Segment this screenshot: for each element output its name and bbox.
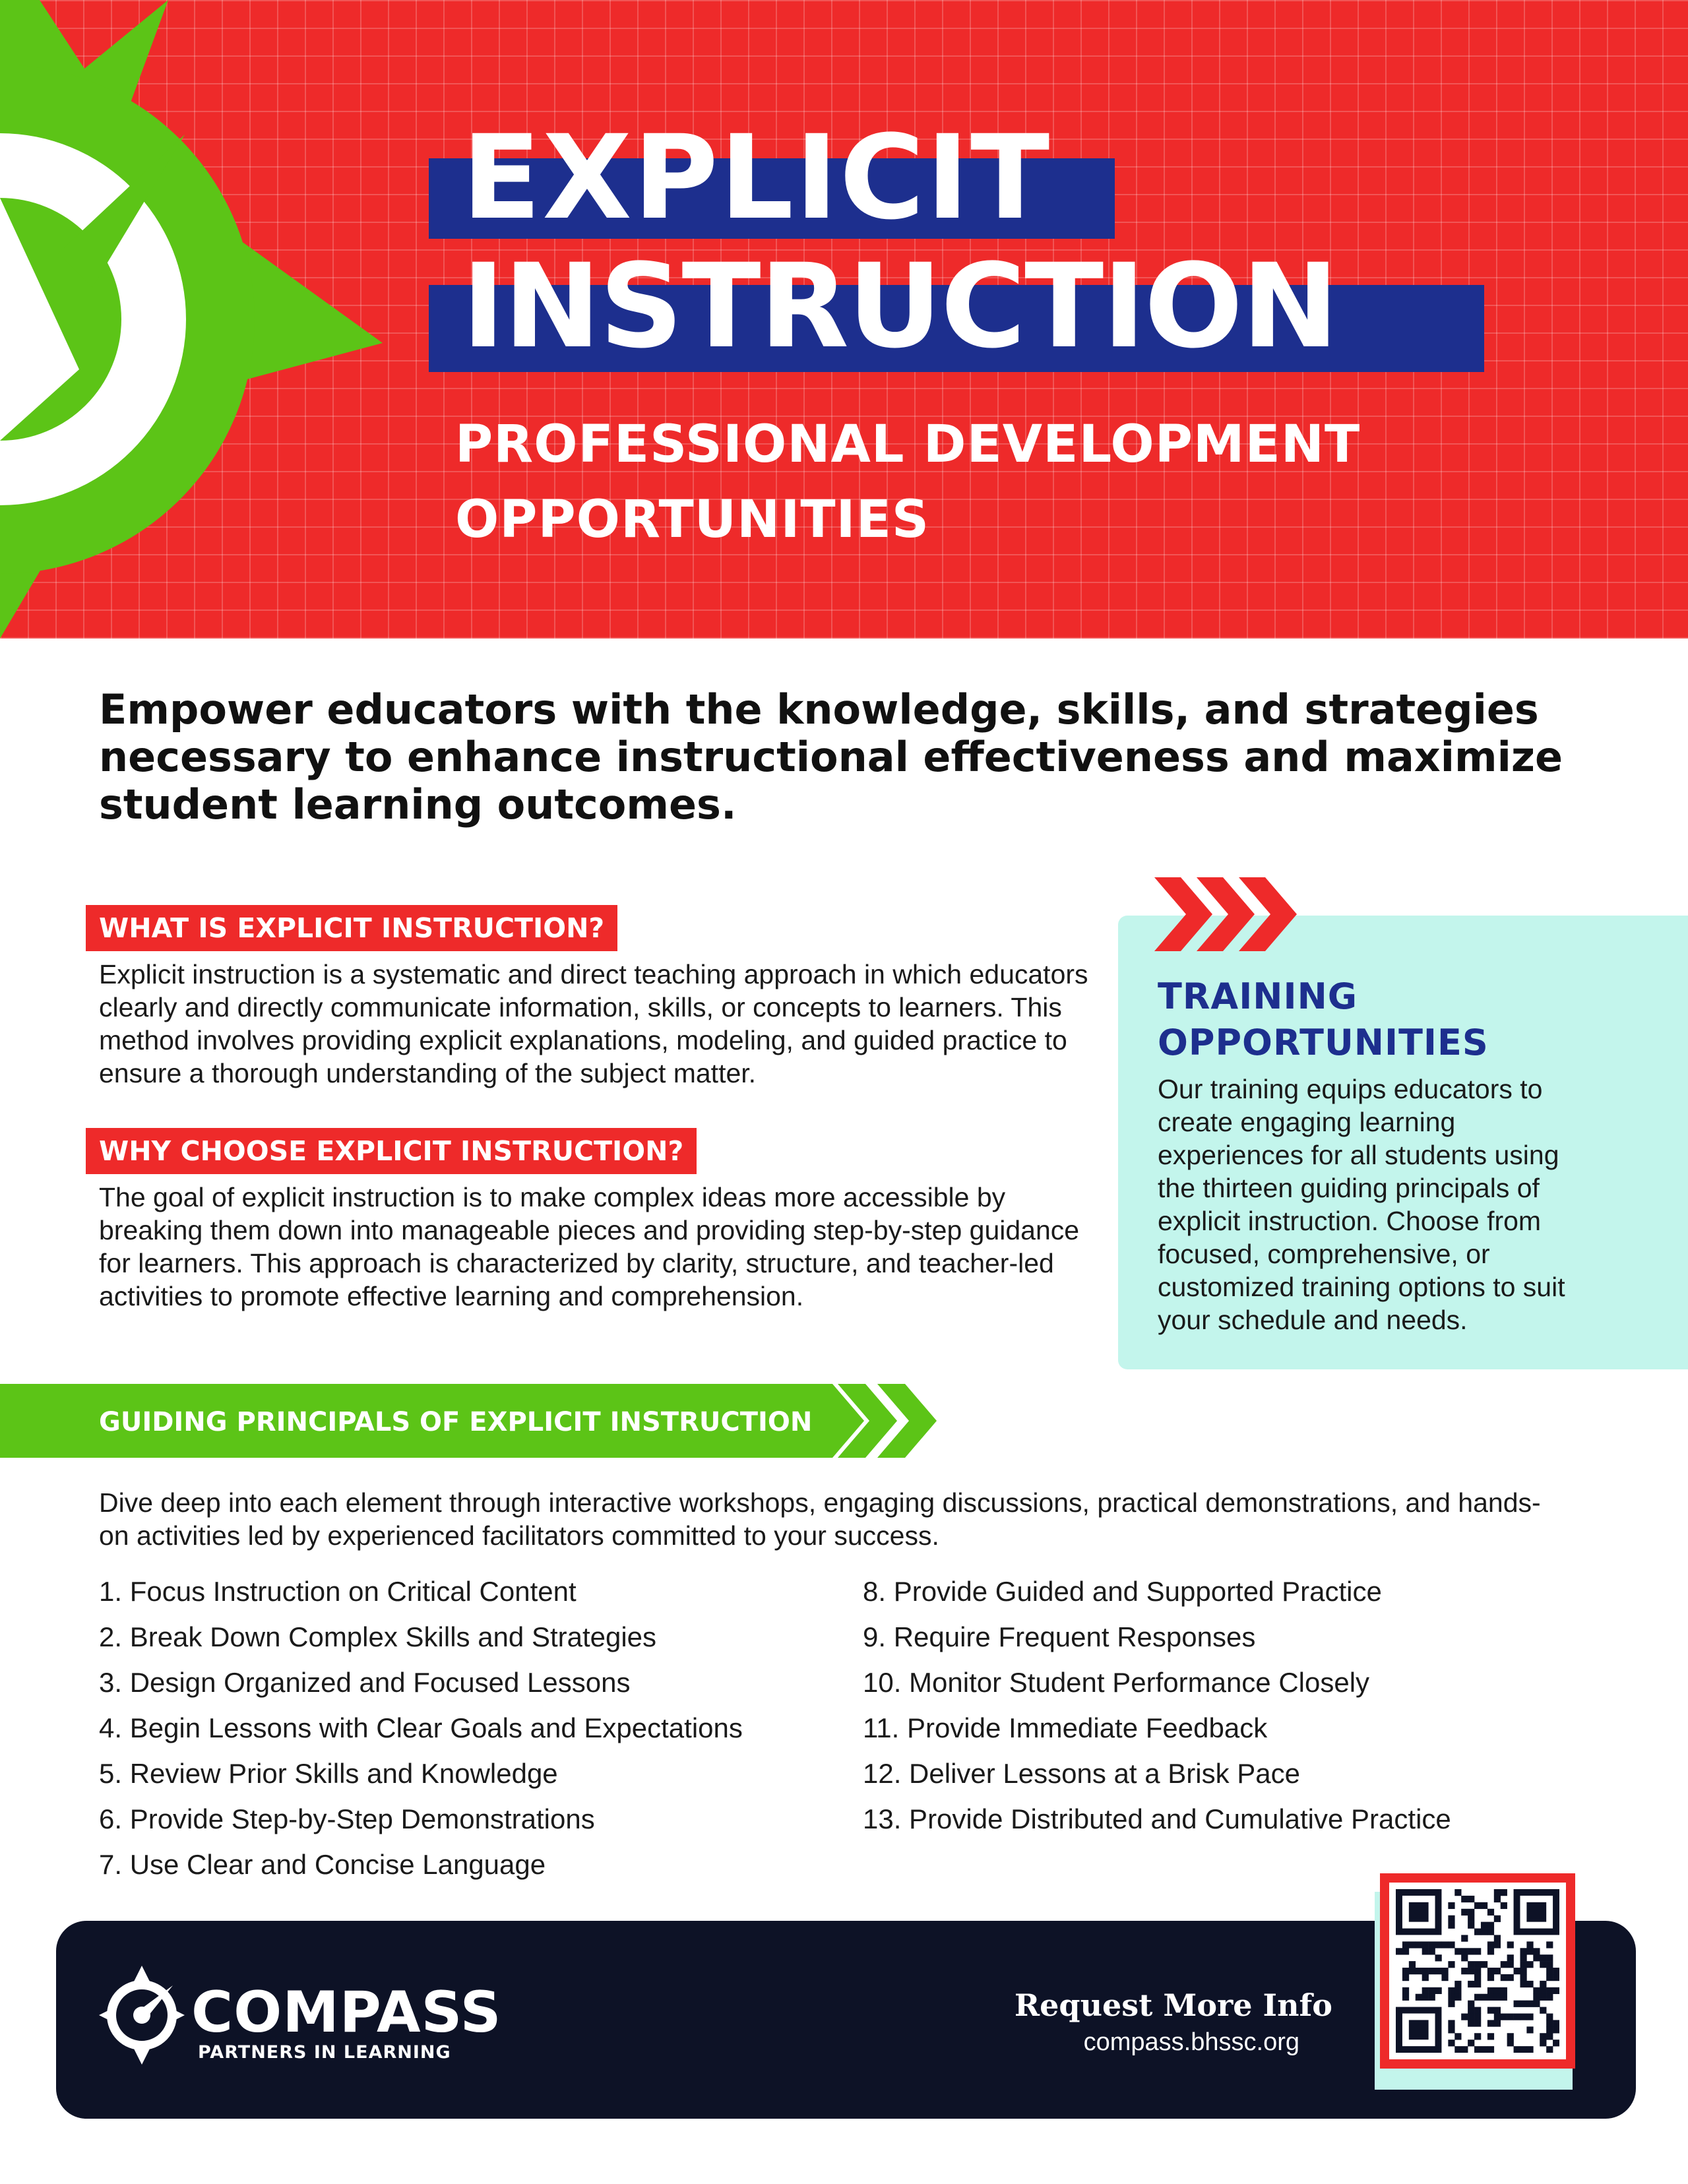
training-box xyxy=(1118,916,1688,1369)
brand-name: COMPASS xyxy=(191,1980,502,2045)
training-body: Our training equips educators to create engaging learning experiences for all students using the thirteen guiding principals of explicit instruction. Choose from focused, comprehensive, or customized training options to suit your schedule and needs. xyxy=(1158,1074,1565,1335)
subtitle-line-2: OPPORTUNITIES xyxy=(455,490,930,549)
title-line-2: INSTRUCTION xyxy=(462,239,1338,374)
intro-statement: Empower educators with the knowledge, skills, and strategies necessary to enhance instructional effectiveness and maximize student learning outcomes. xyxy=(99,685,1563,828)
why-choose-body: The goal of explicit instruction is to make complex ideas more accessible by breaking them down into manageable pieces and providing step-by-step guidance for learners. This approach is characterized by clarity, structure, and teacher-led activities to promote effective learning and comprehension. xyxy=(99,1182,1080,1311)
hero-banner xyxy=(0,0,1688,639)
website-link[interactable]: compass.bhssc.org xyxy=(1083,2028,1299,2056)
why-choose-heading: WHY CHOOSE EXPLICIT INSTRUCTION? xyxy=(86,1128,697,1174)
what-is-body: Explicit instruction is a systematic and direct teaching approach in which educators clearly and directly communicate information, skills, or concepts to learners. This method involves providing explicit explanations, modeling, and guided practice to ensure a thorough understanding of the subject matter. xyxy=(99,959,1088,1088)
request-info-label: Request More Info xyxy=(1014,1987,1332,2023)
guiding-intro: Dive deep into each element through interactive workshops, engaging discussions, practical demonstrations, and hands-on activities led by experienced facilitators committed to your success. xyxy=(99,1487,1541,1551)
what-is-heading: WHAT IS EXPLICIT INSTRUCTION? xyxy=(86,905,617,951)
principle-item: 12. Deliver Lessons at a Brisk Pace xyxy=(863,1758,1300,1789)
principle-item: 13. Provide Distributed and Cumulative Practice xyxy=(863,1803,1451,1834)
compass-icon xyxy=(99,1966,185,2065)
principle-item: 3. Design Organized and Focused Lessons xyxy=(99,1667,631,1698)
compass-logo-icon xyxy=(0,0,409,639)
principle-item: 7. Use Clear and Concise Language xyxy=(99,1849,546,1880)
principle-item: 2. Break Down Complex Skills and Strategies xyxy=(99,1621,657,1652)
training-title: TRAINING OPPORTUNITIES xyxy=(1158,976,1489,1063)
guiding-banner-label: GUIDING PRINCIPALS OF EXPLICIT INSTRUCTION xyxy=(99,1407,813,1437)
principles-list-left xyxy=(99,1569,743,1887)
principle-item: 6. Provide Step-by-Step Demonstrations xyxy=(99,1803,595,1834)
principle-item: 11. Provide Immediate Feedback xyxy=(863,1712,1268,1743)
principle-item: 8. Provide Guided and Supported Practice xyxy=(863,1576,1382,1607)
qr-code-icon[interactable] xyxy=(1396,1889,1559,2053)
principle-item: 10. Monitor Student Performance Closely xyxy=(863,1667,1370,1698)
principle-item: 1. Focus Instruction on Critical Content xyxy=(99,1576,577,1607)
chevron-arrows-icon xyxy=(1154,877,1313,951)
title-line-1: EXPLICIT xyxy=(462,110,1051,245)
principle-item: 4. Begin Lessons with Clear Goals and Expectations xyxy=(99,1712,743,1743)
principle-item: 5. Review Prior Skills and Knowledge xyxy=(99,1758,558,1789)
subtitle-line-1: PROFESSIONAL DEVELOPMENT xyxy=(455,415,1361,474)
principles-list-right xyxy=(863,1569,1451,1842)
brand-tagline: PARTNERS IN LEARNING xyxy=(198,2042,451,2063)
principle-item: 9. Require Frequent Responses xyxy=(863,1621,1256,1652)
